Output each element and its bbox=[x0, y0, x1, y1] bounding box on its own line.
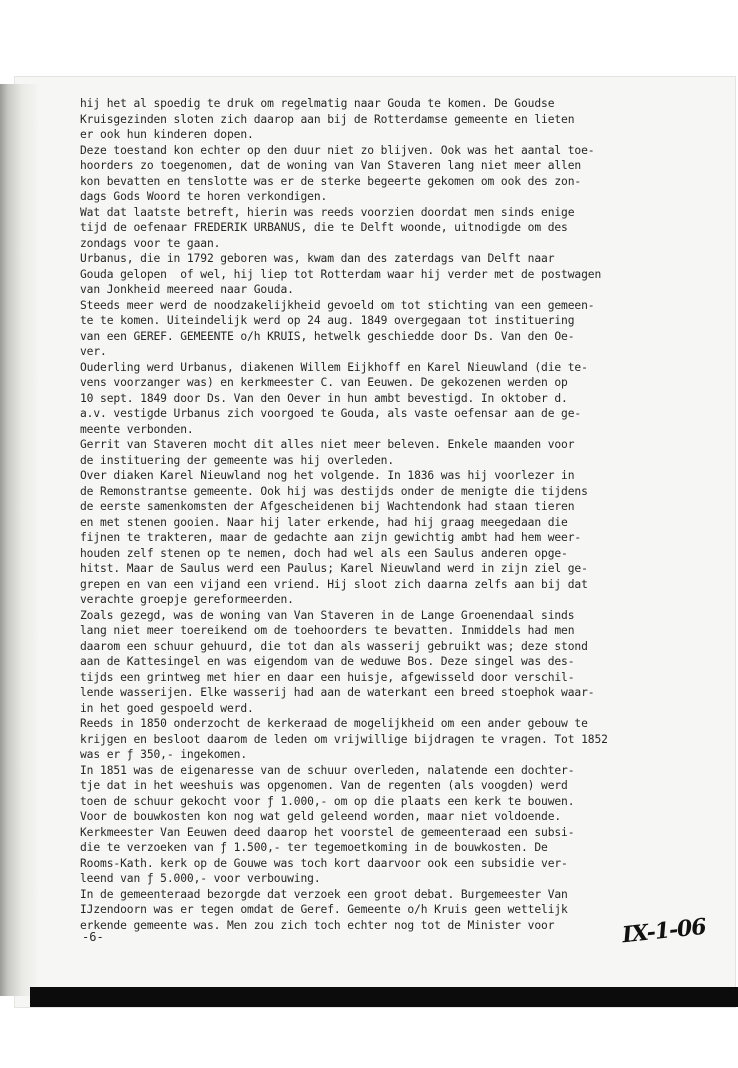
text-line: aan de Kattesingel en was eigendom van de weduwe Bos. Deze singel was des- bbox=[80, 655, 575, 668]
page-number: -6- bbox=[82, 930, 104, 944]
text-line: tijd de oefenaar FREDERIK URBANUS, die te Delft woonde, uitnodigde om des bbox=[80, 221, 568, 234]
text-line: er ook hun kinderen dopen. bbox=[80, 128, 254, 141]
text-line: de Remonstrantse gemeente. Ook hij was destijds onder de menigte die tijdens bbox=[80, 484, 588, 498]
archive-mark-text: IX-1-06 bbox=[620, 913, 707, 949]
text-line: was er ƒ 350,- ingekomen. bbox=[80, 748, 248, 761]
text-line: zondags voor te gaan. bbox=[80, 236, 221, 250]
text-line: te te komen. Uiteindelijk werd op 24 aug. 1849 overgegaan tot instituering bbox=[80, 314, 575, 327]
text-line: Steeds meer werd de noodzakelijkheid gevoeld om tot stichting van een gemeen- bbox=[80, 298, 595, 312]
text-line: leend van ƒ 5.000,- voor verbouwing. bbox=[80, 872, 321, 885]
text-line: Voor de bouwkosten kon nog wat geld geleend worden, maar niet voldoende. bbox=[80, 810, 562, 823]
text-line: grepen en van een vijand een vriend. Hij sloot zich daarna zelfs aan bij dat bbox=[80, 577, 588, 591]
text-line: Deze toestand kon echter op den duur niet zo blijven. Ook was het aantal toe- bbox=[80, 143, 595, 157]
text-line: de instituering der gemeente was hij overleden. bbox=[80, 453, 395, 467]
text-line: Ouderling werd Urbanus, diakenen Willem Eijkhoff en Karel Nieuwland (die te- bbox=[80, 360, 588, 374]
text-line: hoorders zo toegenomen, dat de woning van Van Staveren lang niet meer allen bbox=[80, 159, 582, 172]
text-line: Wat dat laatste betreft, hierin was reeds voorzien doordat men sinds enige bbox=[80, 205, 575, 219]
text-line: kon bevatten en tenslotte was er de sterke begeerte gekomen om ook des zon- bbox=[80, 174, 582, 188]
scan-bottom-band bbox=[30, 987, 738, 1007]
text-line: In 1851 was de eigenaresse van de schuur overleden, nalatende een dochter- bbox=[80, 763, 575, 777]
text-line: tje dat in het weeshuis was opgenomen. Van de regenten (als voogden) werd bbox=[80, 779, 568, 792]
text-line: IJzendoorn was er tegen omdat de Geref. Gemeente o/h Kruis geen wettelijk bbox=[80, 903, 568, 916]
text-line: Rooms-Kath. kerk op de Gouwe was toch kort daarvoor ook een subsidie ver- bbox=[80, 856, 568, 870]
text-line: en met stenen gooien. Naar hij later erkende, had hij graag meegedaan die bbox=[80, 515, 568, 529]
text-line: van Jonkheid meereed naar Gouda. bbox=[80, 283, 294, 296]
text-line: 10 sept. 1849 door Ds. Van den Oever in hun ambt bevestigd. In oktober d. bbox=[80, 391, 568, 405]
text-line: In de gemeenteraad bezorgde dat verzoek een groot debat. Burgemeester Van bbox=[80, 887, 568, 901]
text-line: lang niet meer toereikend om de toehoorders te bevatten. Inmiddels had men bbox=[80, 624, 575, 637]
text-line: Over diaken Karel Nieuwland nog het volgende. In 1836 was hij voorlezer in bbox=[80, 469, 575, 482]
text-line: Gouda gelopen of wel, hij liep tot Rotterdam waar hij verder met de postwagen bbox=[80, 267, 602, 281]
text-line: Reeds in 1850 onderzocht de kerkeraad de mogelijkheid om een ander gebouw te bbox=[80, 717, 588, 730]
text-line: de eerste samenkomsten der Afgescheidenen bij Wachtendonk had staan tieren bbox=[80, 500, 575, 513]
text-line: van een GEREF. GEMEENTE o/h KRUIS, hetwelk geschiedde door Ds. Van den Oe- bbox=[80, 329, 575, 343]
text-line: Urbanus, die in 1792 geboren was, kwam dan des zaterdags van Delft naar bbox=[80, 252, 555, 265]
handwritten-archive-mark bbox=[620, 913, 738, 962]
text-line: a.v. vestigde Urbanus zich voorgoed te Gouda, als vaste oefensar aan de ge- bbox=[80, 407, 582, 420]
text-line: daarom een schuur gehuurd, die tot dan als wasserij gebruikt was; deze stond bbox=[80, 639, 588, 653]
text-line: hij het al spoedig te druk om regelmatig naar Gouda te komen. De Goudse bbox=[80, 97, 555, 110]
text-line: Zoals gezegd, was de woning van Van Staveren in de Lange Groenendaal sinds bbox=[80, 608, 575, 622]
text-line: tijds een grintweg met hier en daar een huisje, afgewisseld door verschil- bbox=[80, 670, 575, 684]
text-line: in het goed gespoeld werd. bbox=[80, 701, 254, 715]
text-line: die te verzoeken van ƒ 1.500,- ter tegemoetkoming in de bouwkosten. De bbox=[80, 841, 548, 854]
text-line: lende wasserijen. Elke wasserij had aan de waterkant een breed stoephok waar- bbox=[80, 686, 595, 699]
text-line: houden zelf stenen op te nemen, doch had wel als een Saulus anderen opge- bbox=[80, 546, 568, 560]
text-line: erkende gemeente was. Men zou zich toch echter nog tot de Minister voor bbox=[80, 918, 555, 932]
page-binding-edge bbox=[0, 84, 40, 996]
text-line: meente verbonden. bbox=[80, 422, 194, 436]
text-line: vens voorzanger was) en kerkmeester C. van Eeuwen. De gekozenen werden op bbox=[80, 376, 568, 389]
text-line: hitst. Maar de Saulus werd een Paulus; Karel Nieuwland werd in zijn ziel ge- bbox=[80, 562, 588, 575]
text-line: dags Gods Woord te horen verkondigen. bbox=[80, 190, 328, 203]
text-line: krijgen en besloot daarom de leden om vrijwillige bijdragen te vragen. Tot 1852 bbox=[80, 732, 608, 746]
text-line: fijnen te trakteren, maar de gedachte aan zijn gewichtig ambt had hem weer- bbox=[80, 531, 582, 544]
typed-body-text bbox=[80, 96, 710, 933]
text-line: Gerrit van Staveren mocht dit alles niet meer beleven. Enkele maanden voor bbox=[80, 438, 575, 451]
text-line: toen de schuur gekocht voor ƒ 1.000,- om op die plaats een kerk te bouwen. bbox=[80, 794, 575, 808]
text-line: Kruisgezinden sloten zich daarop aan bij de Rotterdamse gemeente en lieten bbox=[80, 112, 575, 126]
text-line: verachte groepje gereformeerden. bbox=[80, 593, 294, 606]
text-line: Kerkmeester Van Eeuwen deed daarop het voorstel de gemeenteraad een subsi- bbox=[80, 825, 575, 839]
text-line: ver. bbox=[80, 345, 107, 358]
